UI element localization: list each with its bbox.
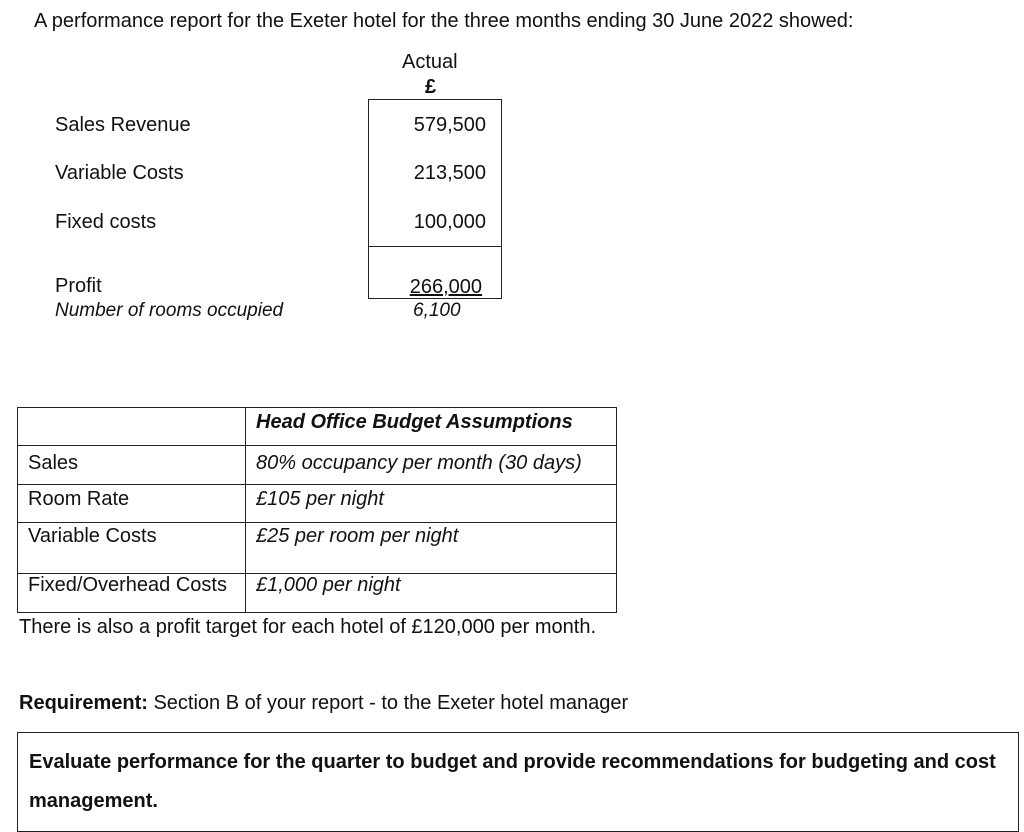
variable-costs-value: 213,500 [413, 162, 486, 184]
profit-value: 266,000 [409, 276, 482, 298]
fixed-costs-value: 100,000 [413, 211, 486, 233]
table-row [18, 446, 617, 485]
actual-header-unit: £ [425, 76, 437, 98]
variable-costs-label: Variable Costs [55, 162, 184, 184]
table-row [18, 485, 617, 523]
intro-text: A performance report for the Exeter hotel for the three months ending 30 June 2022 showed: [34, 10, 854, 32]
profit-label: Profit [55, 275, 102, 297]
requirement-text: Section B of your report - to the Exeter hotel manager [147, 692, 629, 714]
rooms-occupied-label: Number of rooms occupied [55, 300, 284, 321]
fixed-costs-label: Fixed costs [55, 211, 157, 233]
budget-assumptions-table [17, 407, 617, 613]
task-text: Evaluate performance for the quarter to budget and provide recommendations for budgeting and cost management. [29, 751, 996, 812]
budget-item: Sales [18, 446, 246, 485]
budget-assumption: 80% occupancy per month (30 days) [246, 446, 617, 485]
budget-table-header: Head Office Budget Assumptions [246, 408, 617, 446]
sales-revenue-value: 579,500 [413, 114, 486, 136]
task-box [17, 732, 1019, 832]
table-cell-empty [18, 408, 246, 446]
budget-assumption: £1,000 per night [246, 574, 617, 613]
budget-item: Room Rate [18, 485, 246, 523]
table-row [18, 523, 617, 574]
budget-item: Variable Costs [18, 523, 246, 574]
budget-item: Fixed/Overhead Costs [18, 574, 246, 613]
sales-revenue-label: Sales Revenue [55, 114, 191, 136]
table-row [18, 574, 617, 613]
table-row [18, 408, 617, 446]
profit-target-note: There is also a profit target for each hotel of £120,000 per month. [19, 616, 597, 638]
budget-assumption: £25 per room per night [246, 523, 617, 574]
rooms-occupied-value: 6,100 [413, 300, 461, 321]
budget-assumption: £105 per night [246, 485, 617, 523]
requirement-line [19, 692, 628, 715]
requirement-label: Requirement: [19, 692, 148, 714]
actual-header-label: Actual [402, 51, 458, 73]
